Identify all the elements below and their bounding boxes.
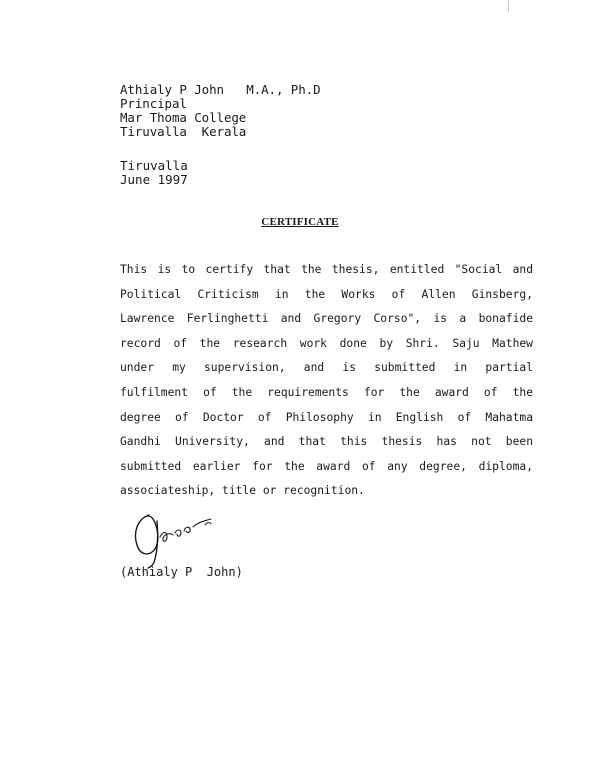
certificate-body: [120, 263, 533, 509]
dateline-date: June 1997: [120, 172, 188, 187]
letterhead-title: Principal: [120, 96, 187, 111]
body-line: record of the research work done by Shri. Saju Mathew: [120, 336, 533, 350]
body-line: under my supervision, and is submitted in partial: [120, 361, 533, 375]
body-line: associateship, title or recognition.: [120, 484, 365, 498]
letterhead: [120, 83, 321, 139]
dateline: [120, 159, 188, 187]
letterhead-location: Tiruvalla Kerala: [120, 124, 247, 139]
body-line: submitted earlier for the award of any degree, diploma,: [120, 459, 533, 473]
certificate-heading-wrap: [0, 216, 600, 228]
scan-edge-mark: [508, 0, 509, 12]
handwritten-signature: [127, 511, 237, 571]
body-line: fulfilment of the requirements for the award of the: [120, 385, 533, 399]
body-line: Lawrence Ferlinghetti and Gregory Corso", is a bonafide: [120, 312, 533, 326]
letterhead-institution: Mar Thoma College: [120, 110, 247, 125]
body-line: This is to certify that the thesis, entitled "Social and: [120, 263, 533, 276]
certificate-heading: CERTIFICATE: [261, 216, 339, 228]
letterhead-name: Athialy P John M.A., Ph.D: [120, 82, 321, 97]
body-line: Political Criticism in the Works of Allen Ginsberg,: [120, 287, 533, 301]
dateline-place: Tiruvalla: [120, 158, 188, 173]
body-line: degree of Doctor of Philosophy in English of Mahatma: [120, 410, 533, 424]
signer-name: (Athialy P John): [120, 565, 243, 579]
body-line: Gandhi University, and that this thesis has not been: [120, 435, 533, 449]
